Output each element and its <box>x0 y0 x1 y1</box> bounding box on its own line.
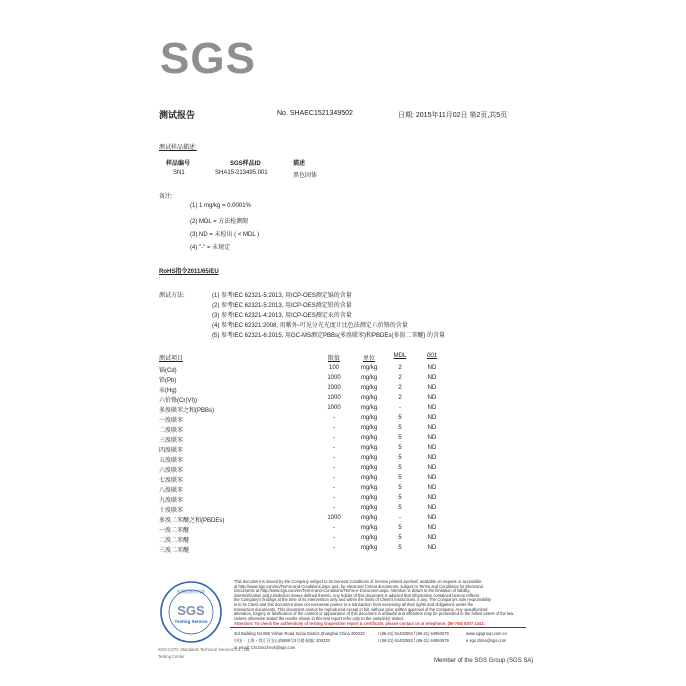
side-text-company: SGS-CSTC Standards Technical Services Co., Ltd. <box>158 647 251 652</box>
result-unit: mg/kg <box>360 505 378 511</box>
footer-address-cn: 中国・上海・徐汇区宜山路889号3号楼 邮编: 200233 <box>234 638 330 643</box>
result-limit: - <box>333 435 335 441</box>
result-value: ND <box>427 535 437 541</box>
result-limit: - <box>333 525 335 531</box>
note-item: (3) ND = 未检出 ( < MDL ) <box>190 232 260 238</box>
footer-web: www.sgsgroup.com.cn <box>466 631 507 636</box>
sample-header-desc: 描述 <box>293 161 306 167</box>
results-header-item: 测试项目 <box>159 356 184 362</box>
result-item: 九溴联苯 <box>159 498 184 504</box>
footer-address-en: 3rd Building No.889 Yishan Road Xuhui District,Shanghai China 200233 <box>234 631 365 636</box>
result-limit: 1000 <box>327 375 341 381</box>
result-mdl: 5 <box>398 455 402 461</box>
result-mdl: 5 <box>398 445 402 451</box>
result-value: ND <box>427 465 437 471</box>
result-value: ND <box>427 505 437 511</box>
result-item: 八溴联苯 <box>159 488 184 494</box>
result-item: 二溴二苯醚 <box>159 538 190 544</box>
sample-header-id: SGS样品ID <box>230 161 261 167</box>
results-header-limit: 限值 <box>327 356 340 362</box>
result-value: ND <box>427 405 437 411</box>
result-unit: mg/kg <box>360 485 378 491</box>
result-limit: - <box>333 415 335 421</box>
result-item: 多溴联苯之和(PBBs) <box>159 408 215 414</box>
result-unit: mg/kg <box>360 545 378 551</box>
report-number: No. SHAEC1521349502 <box>277 110 353 117</box>
result-value: ND <box>427 365 437 371</box>
result-value: ND <box>427 375 437 381</box>
result-mdl: 2 <box>398 365 402 371</box>
result-limit: - <box>333 465 335 471</box>
result-item: 六价铬(Cr(VI)) <box>159 398 197 404</box>
result-limit: - <box>333 505 335 511</box>
result-value: ND <box>427 495 437 501</box>
result-mdl: 2 <box>398 395 402 401</box>
disclaimer-line: Documents at http://www.sgs.com/en/Terms-and-Conditions/Terms-e-Document.aspx. Attention is drawn to the limitation of liability, <box>234 588 471 594</box>
result-item: 汞(Hg) <box>159 388 177 394</box>
result-unit: mg/kg <box>360 465 378 471</box>
result-limit: - <box>333 545 335 551</box>
result-item: 铅(Pb) <box>159 378 177 384</box>
method-item: (3) 参考IEC 62321-4:2013, 用ICP-OES测定汞的含量 <box>212 313 352 319</box>
result-mdl: 2 <box>398 375 402 381</box>
result-mdl: 5 <box>398 415 402 421</box>
result-item: 五溴联苯 <box>159 458 184 464</box>
result-mdl: 5 <box>398 535 402 541</box>
result-mdl: 5 <box>398 545 402 551</box>
disclaimer-line: This document is issued by the Company subject to its General Conditions of Service printed overleaf, available on request or accessible <box>234 579 482 584</box>
result-item: 三溴二苯醚 <box>159 548 190 554</box>
notes-label: 备注: <box>159 194 173 200</box>
seal-text-top: 检验检测专用章 <box>177 589 205 594</box>
result-item: 多溴二苯醚之和(PBDEs) <box>159 518 225 524</box>
result-item: 三溴联苯 <box>159 438 184 444</box>
disclaimer-line: the Company's findings at the time of its intervention only and within the limits of Client's instructions, if any. The Company's sole responsibility <box>234 597 492 603</box>
results-header-sample: 001 <box>426 353 437 359</box>
result-limit: - <box>333 485 335 491</box>
result-mdl: 5 <box>398 475 402 481</box>
result-unit: mg/kg <box>360 515 378 521</box>
note-item: (1) 1 mg/kg = 0.0001% <box>190 203 251 209</box>
result-value: ND <box>427 445 437 451</box>
result-limit: - <box>333 475 335 481</box>
side-text-center: Testing Center <box>158 654 185 659</box>
sample-header-no: 样品编号 <box>166 161 191 167</box>
result-value: ND <box>427 415 437 421</box>
result-value: ND <box>427 395 437 401</box>
footer-divider <box>230 627 526 628</box>
method-item: (2) 参考IEC 62321-5:2013, 用ICP-OES测定铅的含量 <box>212 303 352 309</box>
result-mdl: - <box>399 515 401 521</box>
result-value: ND <box>427 515 437 521</box>
disclaimer-line: indemnification and jurisdiction issues defined therein. Any holder of this document is advised that information contained hereon reflects <box>234 592 480 598</box>
result-limit: - <box>333 445 335 451</box>
result-mdl: 5 <box>398 435 402 441</box>
result-unit: mg/kg <box>360 385 378 391</box>
result-limit: - <box>333 535 335 541</box>
result-value: ND <box>427 545 437 551</box>
results-header-unit: 单位 <box>362 356 375 362</box>
footer-attention-email: or email: CN.Doccheck@sgs.com <box>234 645 296 650</box>
result-unit: mg/kg <box>360 395 378 401</box>
result-item: 四溴联苯 <box>159 448 184 454</box>
report-date-page: 日期: 2015年11月02日 第2页,共5页 <box>398 112 508 119</box>
sgs-logo <box>160 34 256 83</box>
result-limit: 100 <box>328 365 339 371</box>
result-mdl: 5 <box>398 525 402 531</box>
result-limit: - <box>333 455 335 461</box>
result-value: ND <box>427 435 437 441</box>
results-header-mdl: MDL <box>393 353 407 359</box>
result-limit: 1000 <box>327 395 341 401</box>
attention-line: Attention: To check the authenticity of testing /inspection report & certificate, please contact us at telephone: (86-755) 8307 1443, <box>234 621 485 626</box>
disclaimer-line: transaction documents. This document cannot be reproduced except in full, without prior written approval of the Company. Any unauthorized <box>234 606 488 612</box>
method-item: (4) 参考IEC 62321:2008, 用紫外-可见分光光度计比色法测定六价铬的含量 <box>212 323 408 329</box>
result-mdl: 5 <box>398 485 402 491</box>
result-mdl: 5 <box>398 495 402 501</box>
result-item: 十溴联苯 <box>159 508 184 514</box>
footer-email: e sgs.china@sgs.com <box>466 638 507 643</box>
result-unit: mg/kg <box>360 425 378 431</box>
result-mdl: 2 <box>398 385 402 391</box>
result-item: 一溴联苯 <box>159 418 184 424</box>
disclaimer-line: Unless otherwise stated the results shown in this test report refer only to the sample(s) tested. <box>234 615 404 621</box>
result-value: ND <box>427 455 437 461</box>
result-unit: mg/kg <box>360 475 378 481</box>
directive-title: RoHS指令2011/65/EU <box>159 269 219 275</box>
result-mdl: 5 <box>398 505 402 511</box>
disclaimer-line: is to its Client and this document does not exonerate parties to a transaction from exercising all their rights and obligations under the <box>234 602 474 607</box>
sample-id: SHA15-213495.001 <box>215 170 268 176</box>
sample-no: SN1 <box>173 170 185 176</box>
disclaimer-block <box>234 579 520 627</box>
sgs-logo-text: SGS <box>160 34 256 83</box>
result-unit: mg/kg <box>360 455 378 461</box>
result-value: ND <box>427 425 437 431</box>
result-unit: mg/kg <box>360 405 378 411</box>
result-unit: mg/kg <box>360 535 378 541</box>
result-mdl: 5 <box>398 465 402 471</box>
result-unit: mg/kg <box>360 375 378 381</box>
result-unit: mg/kg <box>360 495 378 501</box>
result-unit: mg/kg <box>360 525 378 531</box>
sample-section-label: 测试样品描述: <box>159 145 197 151</box>
sample-desc: 黑色固体 <box>293 173 318 179</box>
method-item: (5) 参考IEC 62321-6:2015, 用GC-MS测定PBBs(多溴联苯)和PBDEs(多溴二苯醚) 的含量 <box>212 333 446 339</box>
result-value: ND <box>427 485 437 491</box>
methods-label: 测试方法: <box>159 293 185 299</box>
result-unit: mg/kg <box>360 415 378 421</box>
result-limit: 1000 <box>327 385 341 391</box>
result-unit: mg/kg <box>360 435 378 441</box>
result-limit: - <box>333 425 335 431</box>
seal-text-mid: SGS <box>177 603 205 618</box>
result-value: ND <box>427 475 437 481</box>
result-limit: 1000 <box>327 515 341 521</box>
disclaimer-line: alteration, forgery or falsification of the content or appearance of this document is unlawful and offenders may be prosecuted to the fullest extent of the law. <box>234 611 515 617</box>
footer-tel-cn: t (86-21) 61402553 f (86-21) 64953679 <box>378 638 449 643</box>
report-title: 测试报告 <box>159 110 196 120</box>
method-item: (1) 参考IEC 62321-5:2013, 用ICP-OES测定镉的含量 <box>212 293 352 299</box>
result-item: 六溴联苯 <box>159 468 184 474</box>
footer-member: Member of the SGS Group (SGS SA) <box>434 658 534 664</box>
note-item: (4) "-" = 未规定 <box>190 245 231 251</box>
disclaimer-line: at http://www.sgs.com/en/Terms-and-Conditions.aspx and, for electronic format documents, subject to Terms and Conditions for Electronic <box>234 583 484 589</box>
result-item: 二溴联苯 <box>159 428 184 434</box>
result-unit: mg/kg <box>360 445 378 451</box>
result-limit: 1000 <box>327 405 341 411</box>
testing-seal-icon <box>158 579 224 645</box>
result-limit: - <box>333 495 335 501</box>
note-item: (2) MDL = 方法检测限 <box>190 219 249 225</box>
result-item: 一溴二苯醚 <box>159 528 190 534</box>
result-mdl: 5 <box>398 425 402 431</box>
result-unit: mg/kg <box>360 365 378 371</box>
result-item: 镉(Cd) <box>159 368 177 374</box>
result-value: ND <box>427 385 437 391</box>
result-value: ND <box>427 525 437 531</box>
result-mdl: - <box>399 405 401 411</box>
seal-text-bottom: Testing Service <box>174 619 208 624</box>
result-item: 七溴联苯 <box>159 478 184 484</box>
footer-tel-en: t (86-21) 61402553 f (86-21) 64953679 <box>378 631 449 636</box>
